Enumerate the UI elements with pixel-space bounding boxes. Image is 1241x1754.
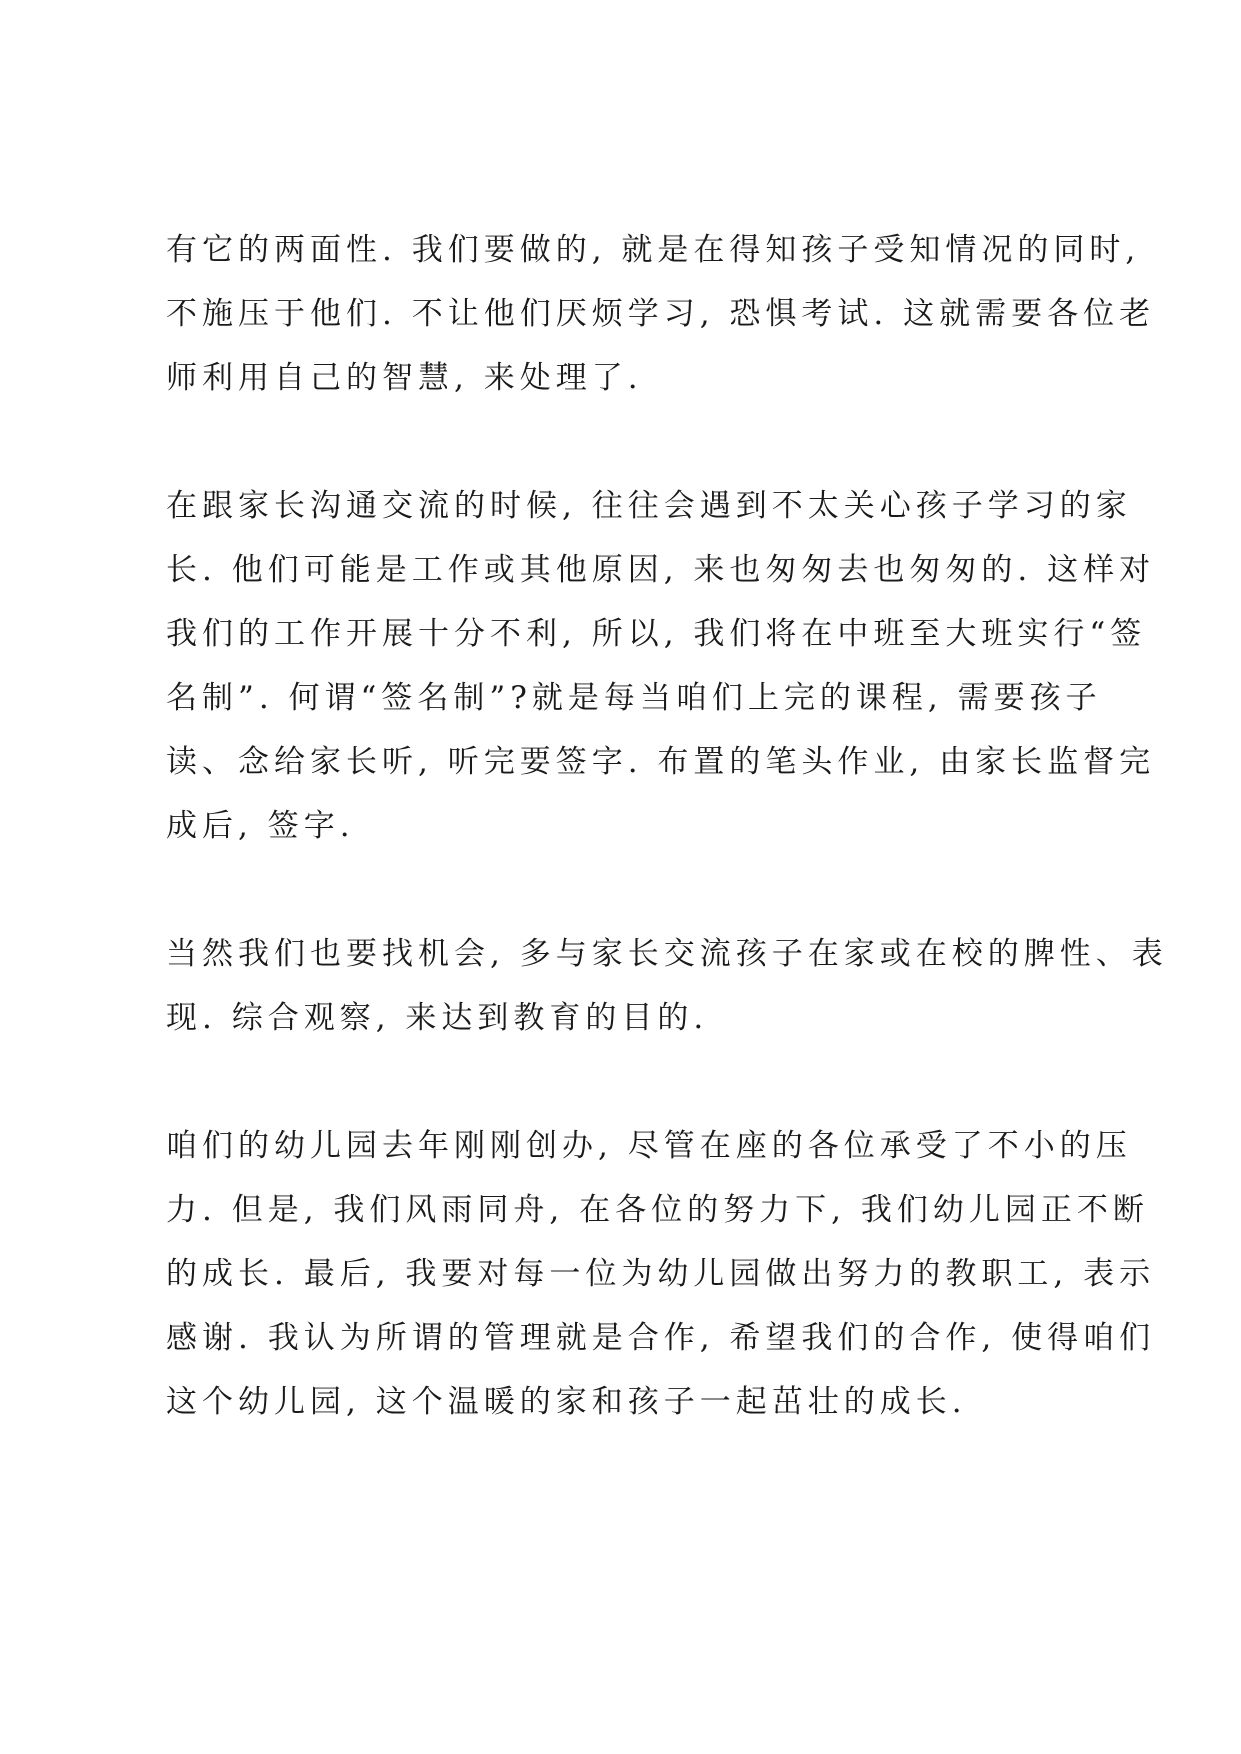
text-line: 这个幼儿园, 这个温暖的家和孩子一起茁壮的成长. xyxy=(166,1384,967,1420)
paragraph-2 xyxy=(166,474,1156,858)
text-line: 的成长. 最后, 我要对每一位为幼儿园做出努力的教职工, 表示 xyxy=(166,1256,1156,1292)
text-line: 长. 他们可能是工作或其他原因, 来也匆匆去也匆匆的. 这样对 xyxy=(166,552,1156,588)
text-line: 咱们的幼儿园去年刚刚创办, 尽管在座的各位承受了不小的压 xyxy=(166,1128,1132,1164)
document-body xyxy=(166,218,1168,1434)
paragraph-4 xyxy=(166,1114,1156,1434)
text-line: 感谢. 我认为所谓的管理就是合作, 希望我们的合作, 使得咱们 xyxy=(166,1320,1156,1356)
text-line: 当然我们也要找机会, 多与家长交流孩子在家或在校的脾性、表 xyxy=(166,936,1168,972)
text-line: 读、念给家长听, 听完要签字. 布置的笔头作业, 由家长监督完 xyxy=(166,744,1156,780)
text-line: 有它的两面性. 我们要做的, 就是在得知孩子受知情况的同时, xyxy=(166,232,1141,268)
text-line: 师利用自己的智慧, 来处理了. xyxy=(166,360,643,396)
paragraph-1 xyxy=(166,218,1156,410)
text-line: 名制”. 何谓“签名制”?就是每当咱们上完的课程, 需要孩子 xyxy=(166,680,1102,716)
text-line: 在跟家长沟通交流的时候, 往往会遇到不太关心孩子学习的家 xyxy=(166,488,1132,524)
text-line: 不施压于他们. 不让他们厌烦学习, 恐惧考试. 这就需要各位老 xyxy=(166,296,1156,332)
text-line: 现. 综合观察, 来达到教育的目的. xyxy=(166,1000,709,1036)
text-line: 力. 但是, 我们风雨同舟, 在各位的努力下, 我们幼儿园正不断 xyxy=(166,1192,1149,1228)
paragraph-3 xyxy=(166,922,1168,1050)
text-line: 我们的工作开展十分不利, 所以, 我们将在中班至大班实行“签 xyxy=(166,616,1147,652)
text-line: 成后, 签字. xyxy=(166,808,355,844)
